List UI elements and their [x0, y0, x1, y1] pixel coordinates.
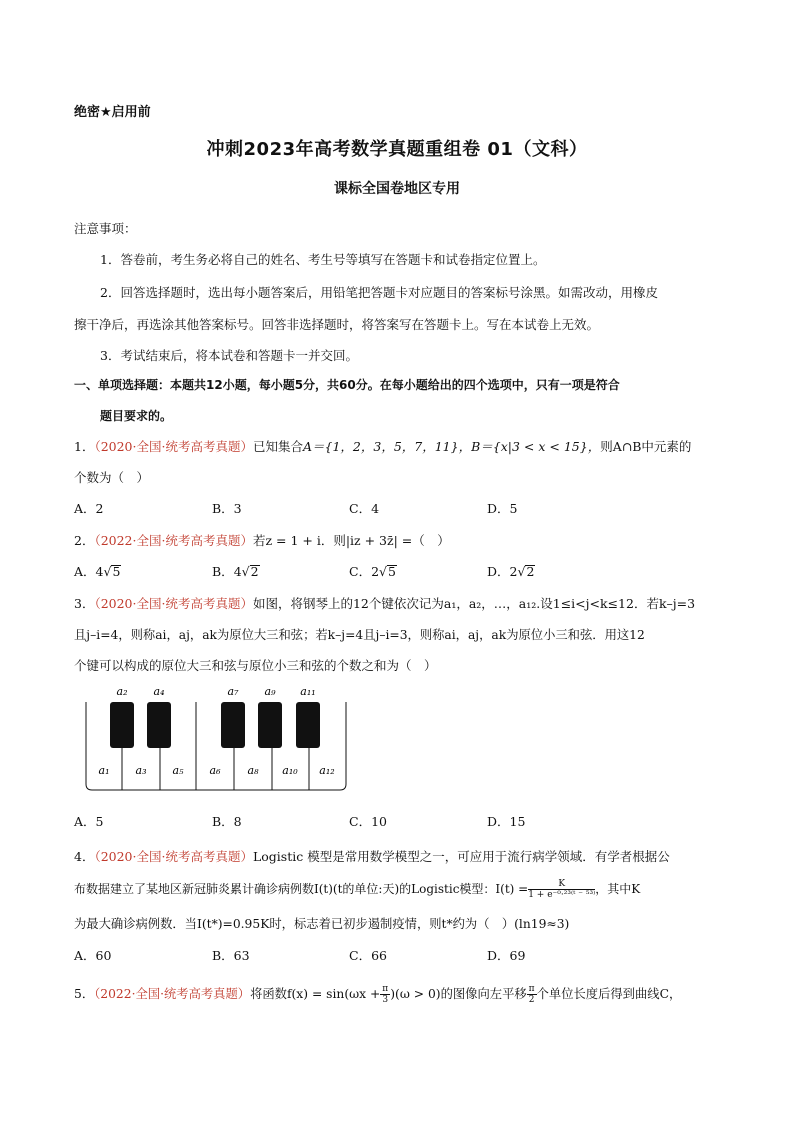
black-key-label: a₉	[264, 685, 276, 698]
note-item-3: 3．考试结束后，将本试卷和答题卡一并交回。	[100, 348, 358, 363]
fraction-numerator: π	[382, 984, 389, 994]
question-text: )(ω > 0)的图像向左平移	[390, 987, 527, 1001]
option-coef: 2	[371, 564, 380, 579]
question-text: Logistic 模型是常用数学模型之一，可应用于流行病学领域．有学者根据公	[252, 849, 670, 864]
question-text: ，其中K	[595, 882, 641, 896]
question-source: （2022·全国·统考高考真题）	[94, 533, 253, 548]
q2-option-a: A．4√5	[74, 564, 121, 579]
white-key-label: a₁	[98, 764, 110, 777]
page-title: 冲刺2023年高考数学真题重组卷 01（文科）	[206, 139, 588, 160]
q1-option-d: D．5	[487, 501, 518, 516]
black-key	[147, 702, 171, 748]
white-key-label: a₆	[209, 764, 221, 777]
white-key-label: a₁₂	[319, 764, 335, 777]
question-2	[74, 531, 450, 549]
q4-option-c: C．66	[349, 948, 387, 963]
question-number: 1．	[74, 439, 95, 454]
page-subtitle: 课标全国卷地区专用	[334, 181, 460, 197]
q3-option-b: B．8	[212, 814, 242, 829]
white-key-label: a₃	[135, 764, 147, 777]
black-key	[110, 702, 134, 748]
question-text: 如图，将钢琴上的12个键依次记为a₁，a₂，…，a₁₂.设1≤i<j<k≤12．若k–j=3	[252, 596, 696, 611]
question-text: 个单位长度后得到曲线C，	[536, 987, 682, 1001]
option-coef: 4	[233, 564, 242, 579]
black-key	[258, 702, 282, 748]
question-4	[74, 847, 670, 865]
option-label: B．	[212, 564, 234, 579]
question-source: （2020·全国·统考高考真题）	[94, 849, 253, 864]
set-a: A＝{1，2，3，5，7，11}，	[302, 439, 472, 454]
option-coef: 4	[95, 564, 104, 579]
section-heading-cont: 题目要求的。	[100, 409, 173, 423]
question-source: （2020·全国·统考高考真题）	[94, 596, 253, 611]
q4-option-b: B．63	[212, 948, 250, 963]
note-item-1: 1．答卷前，考生务必将自己的姓名、考生号等填写在答题卡和试卷指定位置上。	[100, 252, 546, 267]
confidential-mark: 绝密★启用前	[74, 105, 151, 120]
option-label: D．	[487, 564, 510, 579]
question-text: 已知集合	[252, 439, 303, 454]
pi-over-2-fraction	[527, 984, 537, 1005]
q2-option-c: C．2√5	[349, 564, 396, 579]
q4-option-d: D．69	[487, 948, 526, 963]
black-key	[296, 702, 320, 748]
note-item-2-cont: 擦干净后，再选涂其他答案标号。回答非选择题时，将答案写在答题卡上。写在本试卷上无效。	[74, 317, 600, 332]
set-b: B＝{x|3 < x < 15}，	[471, 439, 601, 454]
question-number: 2．	[74, 533, 95, 548]
question-source: （2020·全国·统考高考真题）	[94, 439, 253, 454]
q3-option-c: C．10	[349, 814, 387, 829]
black-key-label: a₄	[153, 685, 165, 698]
black-key-label: a₁₁	[300, 685, 316, 698]
section-heading: 一、单项选择题：本题共12小题，每小题5分，共60分。在每小题给出的四个选项中，只有一项是符合	[74, 378, 620, 392]
question-3-cont: 且j–i=4，则称ai，aj，ak为原位大三和弦；若k–j=4且j–i=3，则称ai，aj，ak为原位小三和弦．用这12	[74, 628, 645, 642]
piano-keyboard-figure	[76, 680, 356, 795]
white-key-label: a₁₀	[282, 764, 298, 777]
q2-option-d: D．2√2	[487, 564, 535, 579]
option-coef: 2	[509, 564, 518, 579]
option-label: A．	[74, 564, 96, 579]
q3-option-d: D．15	[487, 814, 526, 829]
black-key	[221, 702, 245, 748]
option-radicand: 2	[250, 564, 259, 579]
white-key-label: a₈	[247, 764, 259, 777]
question-text: 将函数f(x) = sin(ωx +	[250, 987, 381, 1001]
fraction-denominator: 2	[528, 995, 535, 1005]
white-key-label: a₅	[172, 764, 184, 777]
black-key-label: a₂	[116, 685, 128, 698]
option-radicand: 2	[526, 564, 535, 579]
question-text: 则A∩B中元素的	[600, 439, 692, 454]
notes-heading: 注意事项：	[74, 221, 137, 236]
question-4-cont: 为最大确诊病例数．当I(t*)=0.95K时，标志着已初步遏制疫情，则t*约为（ ）(ln19≈3)	[74, 917, 570, 931]
question-number: 4．	[74, 849, 95, 864]
note-item-2: 2．回答选择题时，选出每小题答案后，用铅笔把答题卡对应题目的答案标号涂黑。如需改动，用橡皮	[100, 285, 658, 300]
fraction-denominator: 3	[382, 995, 389, 1005]
q2-option-b: B．4√2	[212, 564, 259, 579]
question-text: 若z = 1 + i．则|iz + 3z̄| =（ ）	[252, 533, 450, 548]
q1-option-b: B．3	[212, 501, 242, 516]
fraction-denominator: 1 + e⁻⁰·²³⁽ᵗ ⁻ ⁵³⁾	[528, 890, 596, 900]
question-4-cont	[74, 879, 640, 900]
question-text: 布数据建立了某地区新冠肺炎累计确诊病例数I(t)(t的单位:天)的Logistic模型：I(t) =	[74, 882, 529, 896]
q1-option-c: C．4	[349, 501, 380, 516]
question-1	[74, 437, 691, 455]
q1-option-a: A．2	[74, 501, 104, 516]
q4-option-a: A．60	[74, 948, 112, 963]
option-label: C．	[349, 564, 372, 579]
logistic-fraction	[528, 879, 595, 900]
question-number: 3．	[74, 596, 95, 611]
question-3	[74, 594, 695, 612]
q3-option-a: A．5	[74, 814, 104, 829]
question-1-cont: 个数为（ ）	[74, 470, 150, 485]
fraction-numerator: π	[528, 984, 535, 994]
question-5	[74, 984, 681, 1005]
option-radicand: 5	[112, 564, 121, 579]
fraction-numerator: K	[528, 879, 595, 890]
option-radicand: 5	[388, 564, 396, 579]
pi-over-3-fraction	[380, 984, 390, 1005]
question-source: （2022·全国·统考高考真题）	[94, 987, 251, 1001]
question-number: 5．	[74, 987, 95, 1001]
question-3-cont: 个键可以构成的原位大三和弦与原位小三和弦的个数之和为（ ）	[74, 658, 437, 673]
black-key-label: a₇	[227, 685, 239, 698]
